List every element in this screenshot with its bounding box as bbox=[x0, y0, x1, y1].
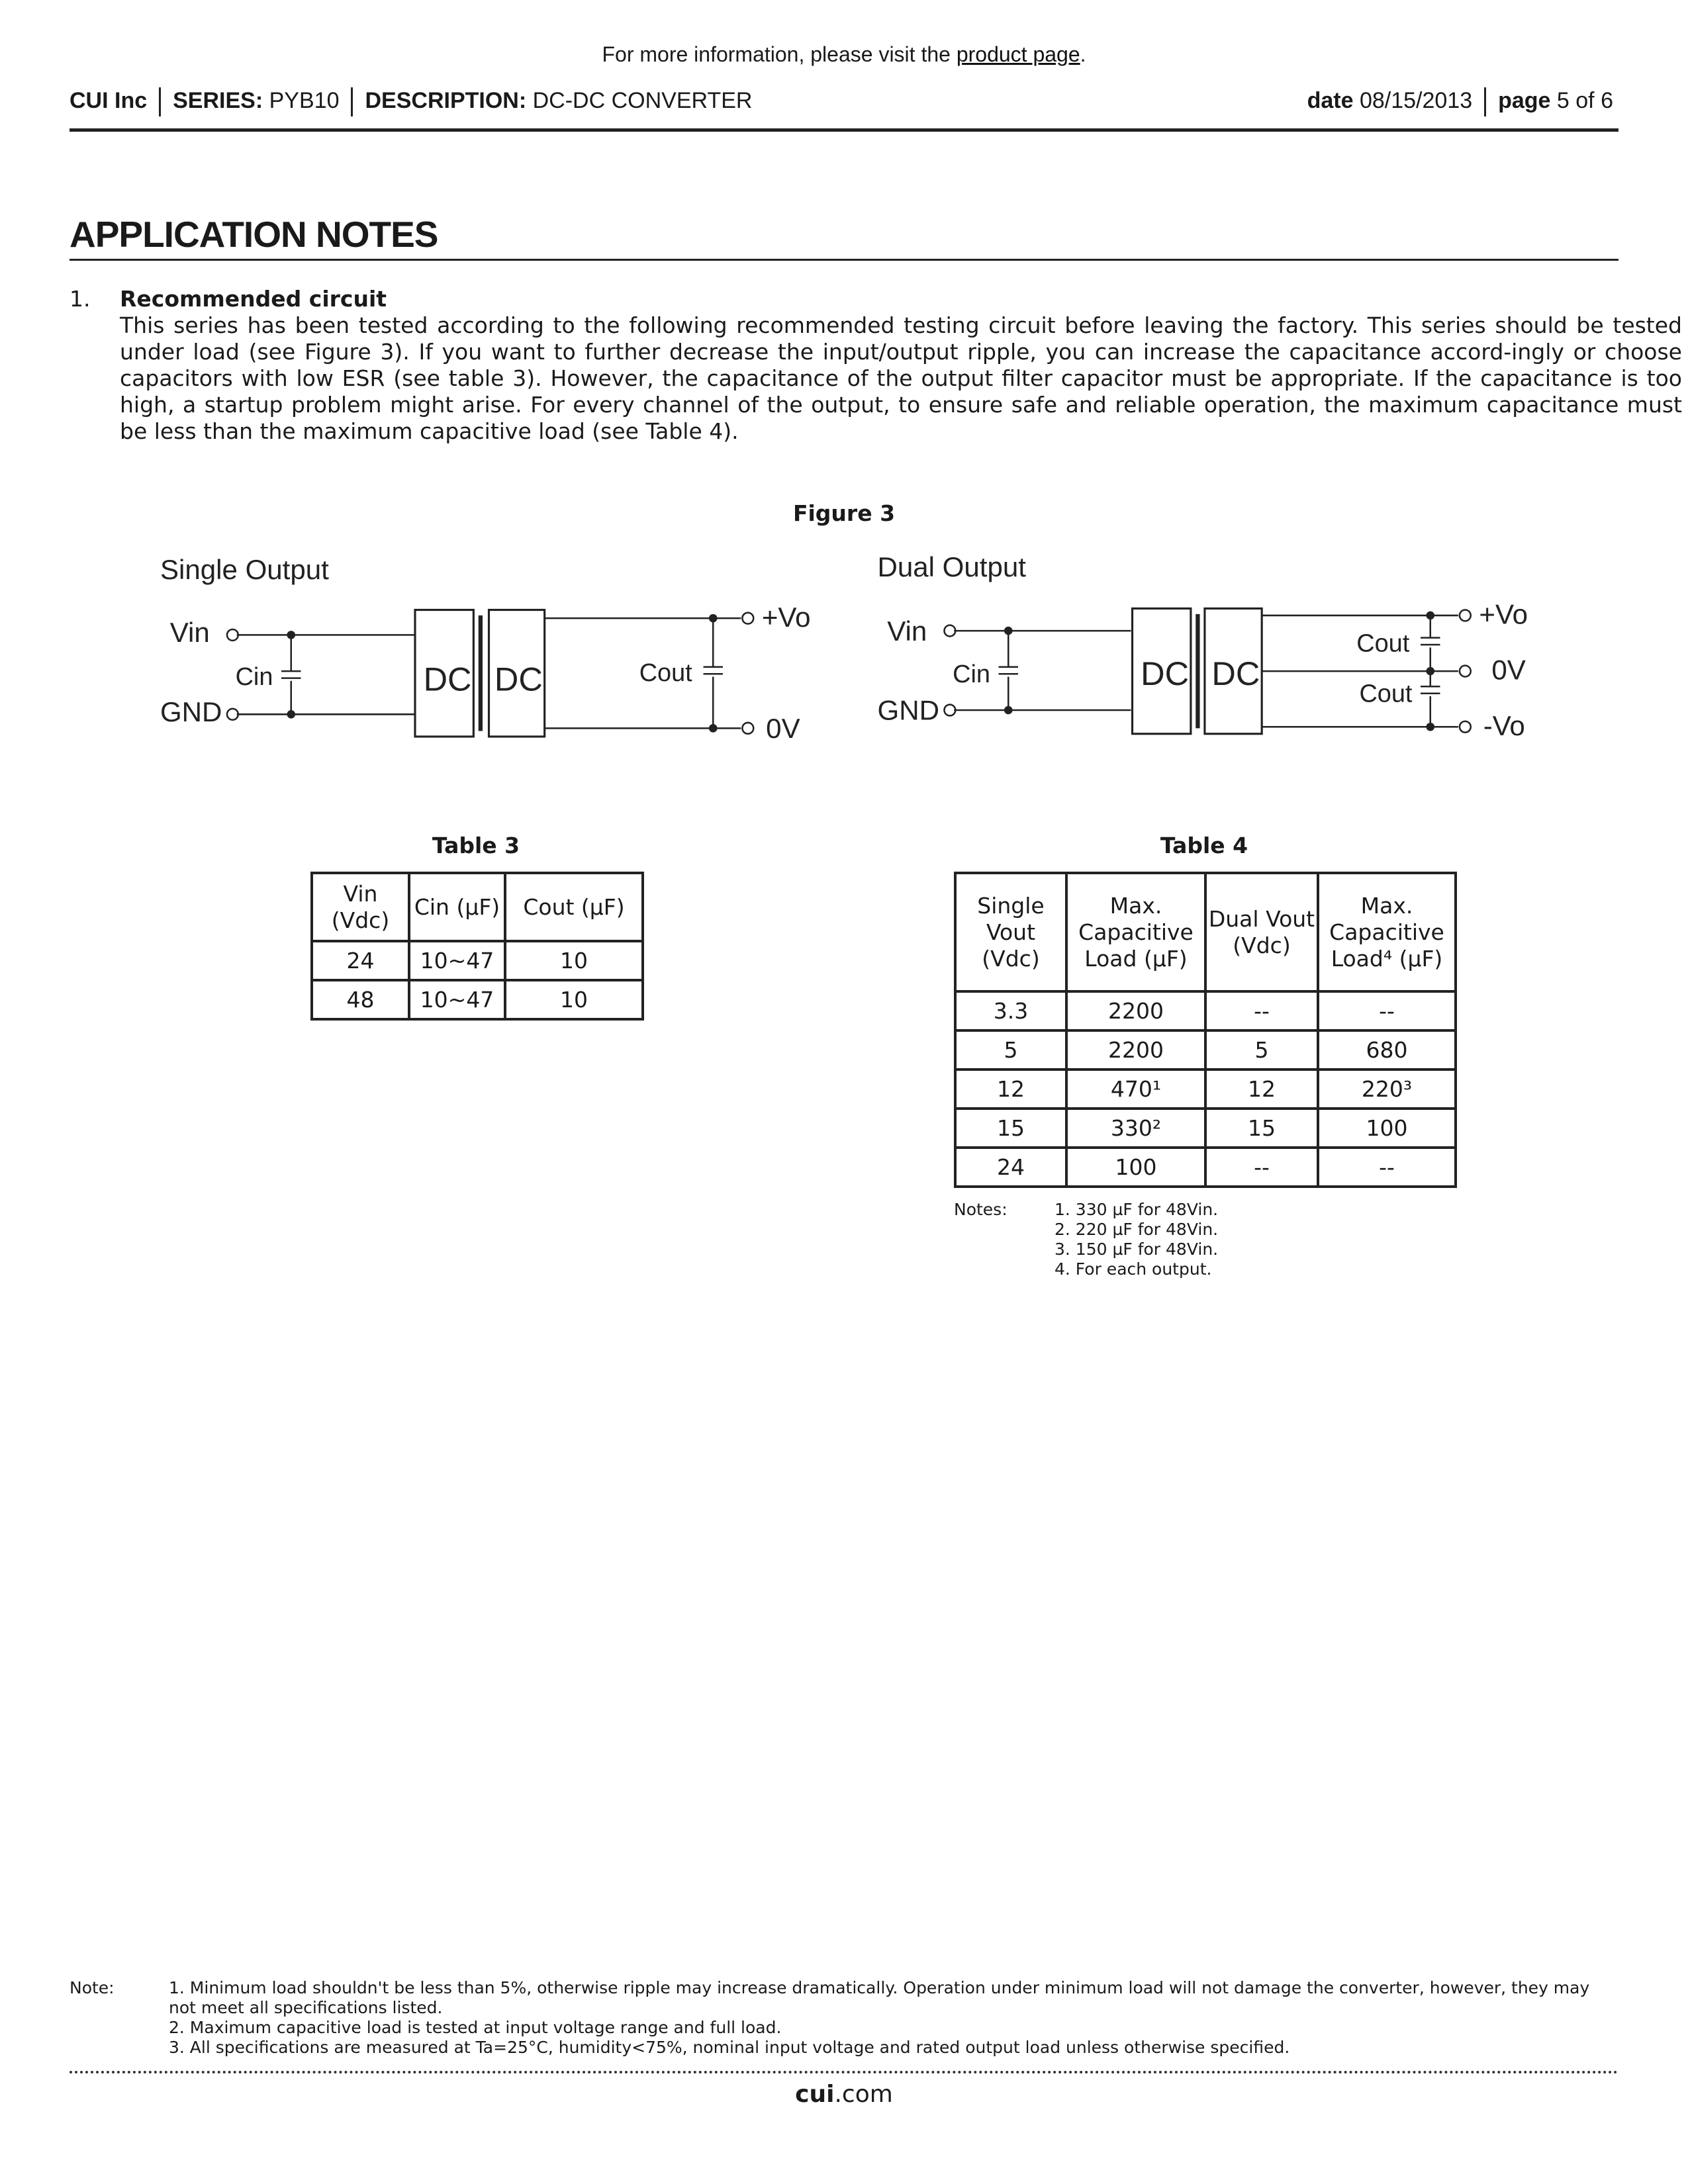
table-header-row bbox=[955, 873, 1456, 991]
dc-block-label: DC bbox=[494, 660, 543, 698]
table4 bbox=[954, 872, 1457, 1188]
dual-output-title: Dual Output bbox=[877, 551, 1026, 583]
cell: -- bbox=[1205, 991, 1318, 1030]
vin-label: Vin bbox=[887, 615, 927, 647]
item-number: 1. bbox=[70, 286, 91, 312]
header-cell: Cin (µF) bbox=[409, 873, 505, 941]
table-row bbox=[312, 941, 643, 980]
dc-block-label: DC bbox=[423, 660, 472, 698]
cell: 10~47 bbox=[409, 941, 505, 980]
cell: 24 bbox=[312, 941, 409, 980]
table-row bbox=[955, 1109, 1456, 1148]
table3 bbox=[310, 872, 644, 1021]
header-cell: Max. Capacitive Load⁴ (µF) bbox=[1318, 873, 1456, 991]
series-label: SERIES: bbox=[173, 87, 263, 113]
cell: 100 bbox=[1066, 1148, 1205, 1187]
note-item: 3. All specifications are measured at Ta=25°C, humidity<75%, nominal input voltage and rated output load unless otherwise specified. bbox=[169, 2038, 1290, 2057]
header-cell: Vin (Vdc) bbox=[312, 873, 409, 941]
header-cell: Dual Vout (Vdc) bbox=[1205, 873, 1318, 991]
bottom-note-label: Note: bbox=[70, 1978, 115, 1997]
vo-zero-label: 0V bbox=[1491, 654, 1526, 686]
footer-domain: .com bbox=[834, 2081, 893, 2108]
cell: 10~47 bbox=[409, 980, 505, 1019]
cell: 330² bbox=[1066, 1109, 1205, 1148]
vo-pos-label: +Vo bbox=[1479, 598, 1528, 630]
note-item: 2. Maximum capacitive load is tested at input voltage range and full load. bbox=[169, 2018, 782, 2037]
table-row bbox=[955, 1030, 1456, 1069]
footer-brand: cui bbox=[795, 2081, 835, 2108]
cell: 48 bbox=[312, 980, 409, 1019]
cell: 24 bbox=[955, 1148, 1066, 1187]
vin-terminal bbox=[227, 629, 238, 641]
vo-pos-label: +Vo bbox=[761, 601, 811, 633]
vin-label: Vin bbox=[169, 616, 210, 648]
vo-pos-terminal bbox=[742, 613, 753, 624]
cell: 2200 bbox=[1066, 1030, 1205, 1069]
header-cell: Cout (µF) bbox=[505, 873, 643, 941]
table-row bbox=[955, 1148, 1456, 1187]
table3-caption: Table 3 bbox=[432, 833, 520, 858]
gnd-label: GND bbox=[877, 694, 939, 726]
note-item: 1. Minimum load shouldn't be less than 5%, otherwise ripple may increase dramatically. Operation under minimum load will not damage the converter, however, they may bbox=[169, 1978, 1590, 1997]
product-page-link[interactable]: product page bbox=[956, 42, 1080, 66]
cell: 220³ bbox=[1318, 1069, 1456, 1109]
gnd-terminal bbox=[227, 709, 238, 720]
cell: 100 bbox=[1318, 1109, 1456, 1148]
notice-text: For more information, please visit the bbox=[602, 42, 957, 66]
footer-divider bbox=[70, 2071, 1618, 2073]
vo-zero-label: 0V bbox=[766, 713, 800, 745]
date-label: date bbox=[1307, 87, 1354, 113]
gnd-label: GND bbox=[160, 696, 222, 727]
cin-label: Cin bbox=[953, 660, 990, 688]
footer-link[interactable] bbox=[0, 2081, 1688, 2108]
cout-label: Cout bbox=[1356, 629, 1410, 658]
dc-block-label: DC bbox=[1141, 655, 1190, 693]
table-row bbox=[955, 991, 1456, 1030]
figure-caption: Figure 3 bbox=[792, 500, 896, 526]
note-item: 1. 330 µF for 48Vin. bbox=[1055, 1200, 1219, 1219]
cell: 470¹ bbox=[1066, 1069, 1205, 1109]
table-row bbox=[955, 1069, 1456, 1109]
cell: 3.3 bbox=[955, 991, 1066, 1030]
cell: 15 bbox=[955, 1109, 1066, 1148]
note-item: 2. 220 µF for 48Vin. bbox=[1055, 1220, 1219, 1239]
table-header-row bbox=[312, 873, 643, 941]
cell: -- bbox=[1318, 991, 1456, 1030]
table4-notes-label: Notes: bbox=[954, 1200, 1008, 1219]
cout-label: Cout bbox=[1359, 680, 1413, 708]
note-item: 4. For each output. bbox=[1055, 1259, 1212, 1279]
vo-zero-terminal bbox=[742, 723, 753, 734]
page-label: page bbox=[1498, 87, 1551, 113]
cell: 680 bbox=[1318, 1030, 1456, 1069]
cell: 15 bbox=[1205, 1109, 1318, 1148]
cout-label: Cout bbox=[639, 659, 692, 687]
cell: 10 bbox=[505, 941, 643, 980]
vo-neg-label: -Vo bbox=[1483, 709, 1525, 741]
single-output-title: Single Output bbox=[160, 554, 329, 586]
note-item: not meet all specifications listed. bbox=[169, 1998, 443, 2017]
cell: 2200 bbox=[1066, 991, 1205, 1030]
table4-caption: Table 4 bbox=[1160, 833, 1248, 858]
item-body: This series has been tested according to the following recommended testing circuit before leaving the factory. This series should be tested under load (see Figure 3). If you want to further decrease the input/output ripple, you can increase the capacitance accord-ingly or choose capacitors with low ESR (see table 3). However, the capacitance of the output filter capacitor must be appropriate. If the capacitance is too high, a startup problem might arise. For every channel of the output, to ensure safe and reliable operation, the maximum capacitance must be less than the maximum capacitive load (see Table 4). bbox=[120, 312, 1682, 444]
notice-end: . bbox=[1080, 42, 1086, 66]
section-title: APPLICATION NOTES bbox=[70, 214, 438, 255]
table4-notes bbox=[1055, 1200, 1218, 1279]
series-value: PYB10 bbox=[269, 87, 340, 113]
cell: -- bbox=[1318, 1148, 1456, 1187]
cell: 12 bbox=[1205, 1069, 1318, 1109]
cell: -- bbox=[1205, 1148, 1318, 1187]
page-value: 5 of 6 bbox=[1556, 87, 1613, 113]
description-value: DC-DC CONVERTER bbox=[532, 87, 753, 113]
bottom-notes bbox=[169, 1978, 1625, 2058]
item-title: Recommended circuit bbox=[120, 286, 387, 312]
cell: 12 bbox=[955, 1069, 1066, 1109]
date-value: 08/15/2013 bbox=[1359, 87, 1473, 113]
cell: 10 bbox=[505, 980, 643, 1019]
header-cell: Max. Capacitive Load (µF) bbox=[1066, 873, 1205, 991]
dual-output-circuit bbox=[944, 608, 1470, 733]
company-name: CUI Inc bbox=[70, 87, 148, 113]
dc-block-label: DC bbox=[1211, 655, 1260, 693]
description-label: DESCRIPTION: bbox=[365, 87, 527, 113]
header-cell: Single Vout (Vdc) bbox=[955, 873, 1066, 991]
cell: 5 bbox=[1205, 1030, 1318, 1069]
table-row bbox=[312, 980, 643, 1019]
cin-label: Cin bbox=[235, 663, 273, 692]
note-item: 3. 150 µF for 48Vin. bbox=[1055, 1240, 1219, 1259]
cell: 5 bbox=[955, 1030, 1066, 1069]
